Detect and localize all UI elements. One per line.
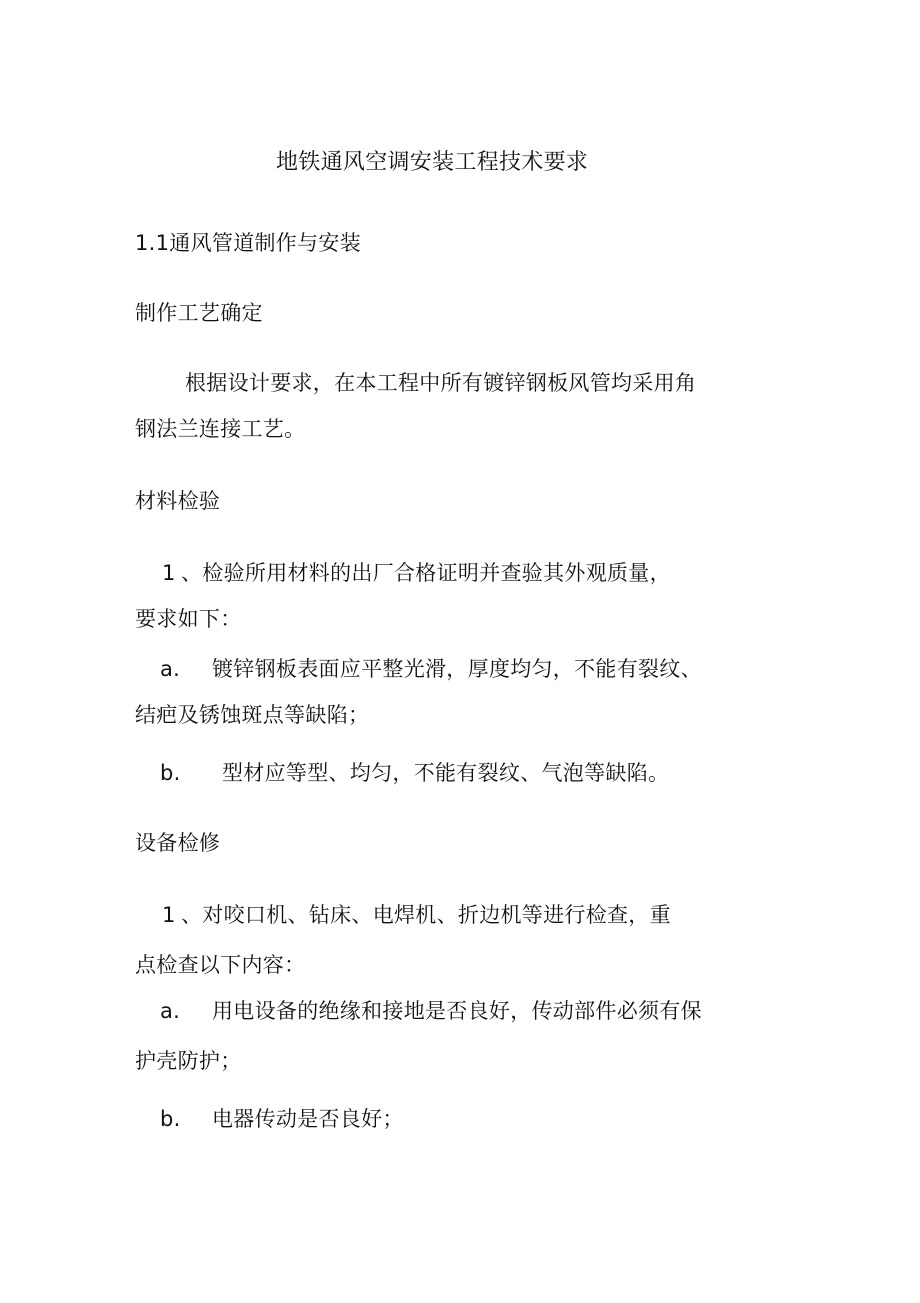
sub-item-text: 镀锌钢板表面应平整光滑，厚度均匀，不能有裂纹、 xyxy=(212,657,702,681)
sub-item-text: 电器传动是否良好； xyxy=(212,1107,404,1131)
sub-item-marker: a. xyxy=(160,999,181,1023)
sub-item-text: 用电设备的绝缘和接地是否良好，传动部件必须有保 xyxy=(212,999,702,1023)
list-item-text: 、检验所用材料的出厂合格证明并查验其外观质量， xyxy=(181,561,671,585)
sub-item-text: 型材应等型、均匀，不能有裂纹、气泡等缺陷。 xyxy=(222,761,670,785)
list-item-number: 1 xyxy=(162,561,176,585)
subsection-heading-material-inspection: 材料检验 xyxy=(135,489,221,513)
paragraph-line: 根据设计要求，在本工程中所有镀锌钢板风管均采用角 xyxy=(185,371,697,395)
sub-item-text: 结疤及锈蚀斑点等缺陷； xyxy=(135,703,370,727)
section-heading: 1.1通风管道制作与安装 xyxy=(135,231,361,255)
sub-item-marker: a. xyxy=(160,657,181,681)
sub-item-marker: b. xyxy=(160,1107,181,1131)
document-title: 地铁通风空调安装工程技术要求 xyxy=(276,150,589,175)
subsection-heading-equipment-maintenance: 设备检修 xyxy=(135,831,221,855)
list-item-text: 、对咬口机、钻床、电焊机、折边机等进行检查，重 xyxy=(181,903,671,927)
list-item-number: 1 xyxy=(162,903,176,927)
sub-item-text: 护壳防护； xyxy=(135,1049,242,1073)
sub-item-marker: b. xyxy=(160,761,181,785)
list-item-text: 要求如下： xyxy=(135,607,242,631)
paragraph-line: 钢法兰连接工艺。 xyxy=(135,417,306,441)
list-item-text: 点检查以下内容： xyxy=(135,953,306,977)
subsection-heading-fabrication: 制作工艺确定 xyxy=(135,301,263,325)
